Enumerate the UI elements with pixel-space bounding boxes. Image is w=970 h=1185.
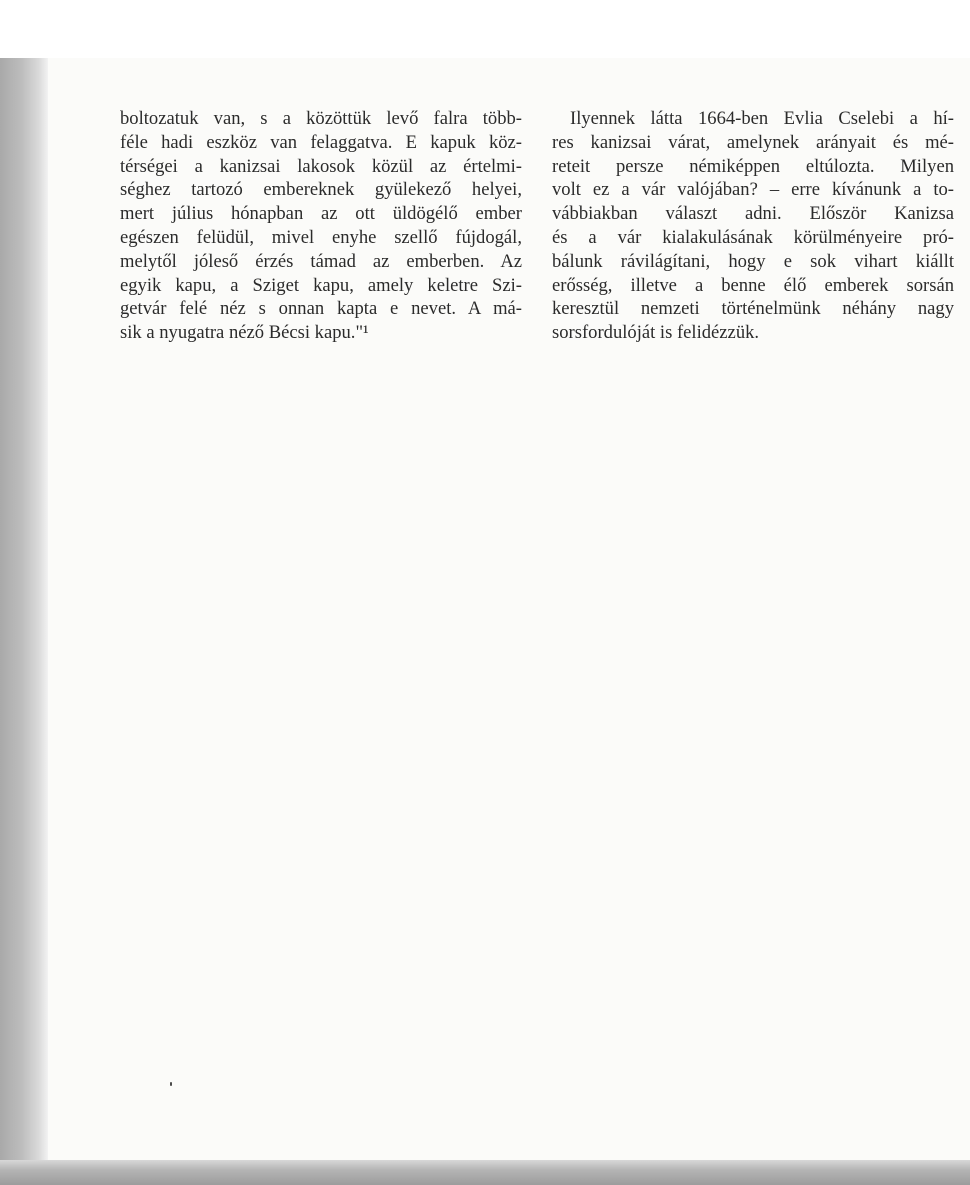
scan-bottom-edge-shadow [0, 1160, 970, 1185]
text-line: melytől jóleső érzés támad az emberben. Az [120, 250, 522, 272]
text-line: res kanizsai várat, amelynek arányait és mé- [552, 131, 954, 153]
text-line: reteit persze némiképpen eltúlozta. Milyen [552, 155, 954, 177]
text-line: mert július hónapban az ott üldögélő ember [120, 203, 522, 225]
scan-left-edge-shadow [0, 58, 48, 1185]
right-text-column [552, 107, 954, 345]
text-line: egyik kapu, a Sziget kapu, amely keletre Szi- [120, 274, 522, 296]
text-line: sik a nyugatra néző Bécsi kapu."¹ [120, 322, 369, 344]
text-line: bálunk rávilágítani, hogy e sok vihart kiállt [552, 250, 954, 272]
left-text-column [120, 107, 522, 345]
paragraph-first-line: Ilyennek látta 1664-ben Evlia Cselebi a hí- [570, 108, 954, 129]
text-line: és a vár kialakulásának körülményeire pró- [552, 226, 954, 248]
text-line: erősség, illetve a benne élő emberek sorsán [552, 274, 954, 296]
text-line: térségei a kanizsai lakosok közül az értelmi- [120, 155, 522, 177]
text-line: getvár felé néz s onnan kapta e nevet. A má- [120, 298, 522, 320]
text-line: volt ez a vár valójában? – erre kívánunk a to- [552, 179, 954, 201]
text-line: sorsfordulóját is felidézzük. [552, 322, 760, 344]
text-line: vábbiakban választ adni. Először Kanizsa [552, 203, 954, 225]
text-line: séghez tartozó embereknek gyülekező helyei, [120, 179, 522, 201]
text-line: egészen felüdül, mivel enyhe szellő fújdogál, [120, 226, 522, 248]
text-line: boltozatuk van, s a közöttük levő falra több- [120, 108, 522, 129]
scan-speck [170, 1082, 172, 1086]
text-line: féle hadi eszköz van felaggatva. E kapuk köz- [120, 131, 522, 153]
text-line: keresztül nemzeti történelmünk néhány nagy [552, 298, 954, 320]
